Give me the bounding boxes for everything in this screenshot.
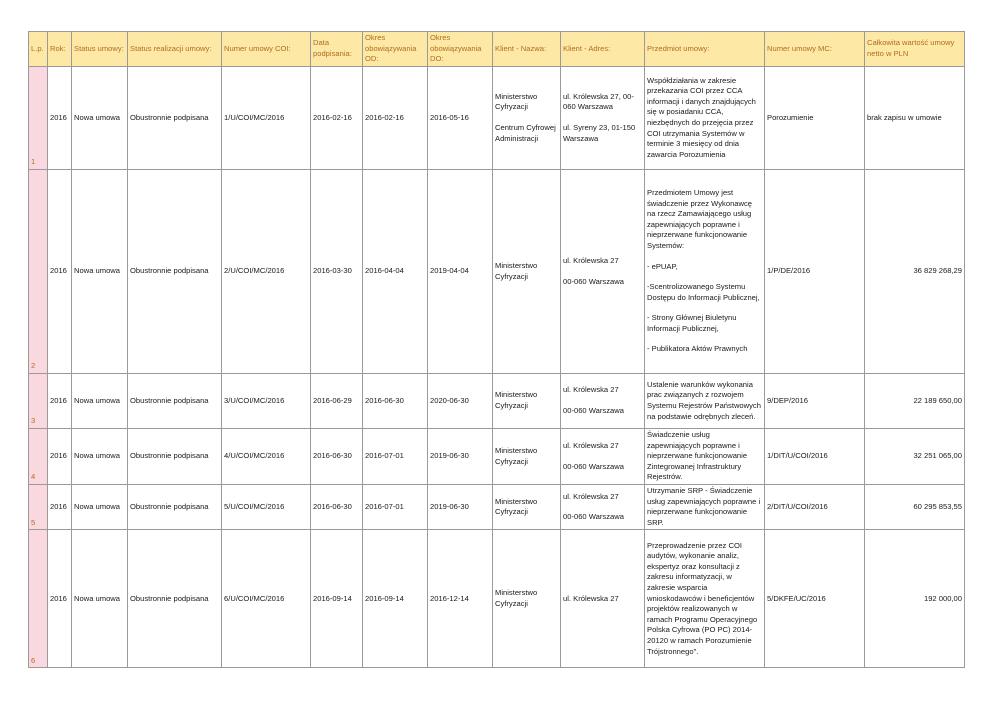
przedmiot-paragraph: - Publikatora Aktów Prawnych (647, 344, 748, 354)
cell-status-realizacji: Obustronnie podpisana (128, 67, 222, 170)
cell-przedmiot (645, 170, 765, 374)
header-klient-adres: Klient - Adres: (561, 32, 645, 67)
cell-klient-nazwa: Ministerstwo Cyfryzacji (493, 170, 561, 374)
cell-wartosc: 192 000,00 (865, 530, 965, 668)
cell-status: Nowa umowa (72, 170, 128, 374)
table-row (29, 67, 965, 170)
przedmiot-paragraph: - Strony Głównej Biuletynu Informacji Publicznej, (647, 313, 737, 333)
cell-status: Nowa umowa (72, 67, 128, 170)
cell-status-realizacji: Obustronnie podpisana (128, 429, 222, 485)
klient-adres-line: ul. Królewska 27 (563, 385, 619, 395)
cell-rok: 2016 (48, 170, 72, 374)
header-status: Status umowy: (72, 32, 128, 67)
header-row (29, 32, 965, 67)
cell-numer-coi: 6/U/COI/MC/2016 (222, 530, 311, 668)
cell-lp: 1 (29, 67, 48, 170)
header-numer-mc: Numer umowy MC: (765, 32, 865, 67)
header-okres-do: Okres obowiązywania DO: (428, 32, 493, 67)
header-lp: L.p. (29, 32, 48, 67)
cell-rok: 2016 (48, 67, 72, 170)
header-numer-coi: Numer umowy COI: (222, 32, 311, 67)
cell-data-podpisania: 2016-06-29 (311, 374, 363, 429)
cell-rok: 2016 (48, 530, 72, 668)
cell-numer-coi: 3/U/COI/MC/2016 (222, 374, 311, 429)
cell-okres-do: 2016-05-16 (428, 67, 493, 170)
cell-klient-nazwa: Ministerstwo Cyfryzacji (493, 530, 561, 668)
table-row (29, 170, 965, 374)
cell-numer-mc: 9/DEP/2016 (765, 374, 865, 429)
cell-wartosc: brak zapisu w umowie (865, 67, 965, 170)
przedmiot-paragraph: Przedmiotem Umowy jest świadczenie przez Wykonawcę na rzecz Zamawiającego usług zapewniających poprawne i nieprzerwane funkcjonowanie Systemów: (647, 187, 753, 250)
cell-wartosc: 22 189 650,00 (865, 374, 965, 429)
cell-data-podpisania: 2016-03-30 (311, 170, 363, 374)
klient-adres-line: ul. Królewska 27 (563, 491, 619, 501)
klient-adres-line: ul. Królewska 27 (563, 255, 619, 265)
przedmiot-paragraph: - ePUAP, (647, 261, 678, 271)
cell-lp: 2 (29, 170, 48, 374)
cell-okres-od: 2016-07-01 (363, 485, 428, 530)
klient-adres-line: 00-060 Warszawa (563, 406, 624, 415)
cell-rok: 2016 (48, 429, 72, 485)
klient-adres-line: 00-060 Warszawa (563, 512, 624, 522)
cell-przedmiot: Ustalenie warunków wykonania prac związanych z rozwojem Systemu Rejestrów Państwowych na podstawie odrębnych zleceń. (645, 374, 765, 429)
cell-lp: 6 (29, 530, 48, 668)
cell-klient-nazwa: Ministerstwo Cyfryzacji (493, 374, 561, 429)
cell-lp: 4 (29, 429, 48, 485)
cell-data-podpisania: 2016-06-30 (311, 429, 363, 485)
cell-wartosc: 60 295 853,55 (865, 485, 965, 530)
cell-numer-coi: 2/U/COI/MC/2016 (222, 170, 311, 374)
header-okres-od: Okres obowiązywania OD: (363, 32, 428, 67)
cell-klient-adres (561, 485, 645, 530)
cell-lp: 3 (29, 374, 48, 429)
cell-status: Nowa umowa (72, 374, 128, 429)
cell-klient-adres (561, 170, 645, 374)
cell-numer-coi: 1/U/COI/MC/2016 (222, 67, 311, 170)
cell-przedmiot: Współdziałania w zakresie przekazania COI przez CCA informacji i danych znajdujących się w posiadaniu CCA, niezbędnych do przejęcia przez COI utrzymania Systemów w terminie 3 miesięcy od dnia zawarcia Porozumienia (645, 67, 765, 170)
header-status-realizacji: Status realizacji umowy: (128, 32, 222, 67)
klient-adres-line: ul. Królewska 27, 00-060 Warszawa (563, 91, 634, 112)
klient-adres-line: 00-060 Warszawa (563, 461, 624, 471)
cell-przedmiot: Przeprowadzenie przez COI audytów, wykonanie analiz, ekspertyz oraz konsultacji z zakresu informatyzacji, w zakresie wsparcia wnioskodawców i beneficjentów projektów realizowanych w ramach Programu Operacyjnego Polska Cyfrowa (PO PC) 2014-20120 w ramach Porozumienie Trójstronnego". (645, 530, 765, 668)
cell-okres-od: 2016-02-16 (363, 67, 428, 170)
cell-okres-od: 2016-04-04 (363, 170, 428, 374)
cell-okres-do: 2019-06-30 (428, 429, 493, 485)
cell-okres-od: 2016-09-14 (363, 530, 428, 668)
klient-adres-line: ul. Syreny 23, 01-150 Warszawa (563, 123, 636, 143)
cell-lp: 5 (29, 485, 48, 530)
cell-przedmiot: Utrzymanie SRP - Świadczenie usług zapewniających poprawne i nieprzerwane funkcjonowanie SRP. (645, 485, 765, 530)
cell-wartosc: 36 829 268,29 (865, 170, 965, 374)
cell-status: Nowa umowa (72, 429, 128, 485)
table-row (29, 429, 965, 485)
cell-numer-mc: 5/DKFE/UC/2016 (765, 530, 865, 668)
cell-numer-mc: 1/DIT/U/COI/2016 (765, 429, 865, 485)
klient-adres-line: ul. Królewska 27 (563, 440, 619, 450)
cell-okres-do: 2019-04-04 (428, 170, 493, 374)
table-row (29, 485, 965, 530)
cell-klient-adres (561, 374, 645, 429)
cell-data-podpisania: 2016-06-30 (311, 485, 363, 530)
cell-numer-mc: 2/DIT/U/COI/2016 (765, 485, 865, 530)
cell-klient-adres: ul. Królewska 27 (561, 530, 645, 668)
cell-status-realizacji: Obustronnie podpisana (128, 485, 222, 530)
cell-klient-adres (561, 429, 645, 485)
table-row (29, 530, 965, 668)
cell-data-podpisania: 2016-09-14 (311, 530, 363, 668)
przedmiot-paragraph: -Scentrolizowanego Systemu Dostępu do Informacji Publicznej, (647, 282, 760, 302)
klient-nazwa-line: Ministerstwo Cyfryzacji (495, 91, 538, 112)
cell-okres-do: 2016-12-14 (428, 530, 493, 668)
cell-status: Nowa umowa (72, 530, 128, 668)
cell-rok: 2016 (48, 485, 72, 530)
cell-status-realizacji: Obustronnie podpisana (128, 374, 222, 429)
cell-klient-nazwa: Ministerstwo Cyfryzacji (493, 485, 561, 530)
cell-data-podpisania: 2016-02-16 (311, 67, 363, 170)
cell-okres-od: 2016-07-01 (363, 429, 428, 485)
cell-numer-mc: Porozumienie (765, 67, 865, 170)
klient-nazwa-line: Centrum Cyfrowej Administracji (495, 123, 556, 143)
cell-klient-nazwa: Ministerstwo Cyfryzacji (493, 429, 561, 485)
cell-numer-coi: 4/U/COI/MC/2016 (222, 429, 311, 485)
cell-klient-adres (561, 67, 645, 170)
cell-okres-do: 2020-06-30 (428, 374, 493, 429)
cell-okres-do: 2019-06-30 (428, 485, 493, 530)
klient-adres-line: 00-060 Warszawa (563, 276, 624, 286)
cell-wartosc: 32 251 065,00 (865, 429, 965, 485)
cell-okres-od: 2016-06-30 (363, 374, 428, 429)
cell-status: Nowa umowa (72, 485, 128, 530)
cell-rok: 2016 (48, 374, 72, 429)
header-wartosc: Całkowita wartość umowy netto w PLN (865, 32, 965, 67)
cell-status-realizacji: Obustronnie podpisana (128, 530, 222, 668)
cell-numer-coi: 5/U/COI/MC/2016 (222, 485, 311, 530)
cell-klient-nazwa (493, 67, 561, 170)
contracts-table (28, 31, 965, 668)
header-przedmiot: Przedmiot umowy: (645, 32, 765, 67)
header-klient-nazwa: Klient - Nazwa: (493, 32, 561, 67)
cell-przedmiot: Świadczenie usług zapewniających poprawne i nieprzerwane funkcjonowanie Zintegrowanej Infrastruktury Rejestrów. (645, 429, 765, 485)
table-row (29, 374, 965, 429)
cell-status-realizacji: Obustronnie podpisana (128, 170, 222, 374)
cell-numer-mc: 1/P/DE/2016 (765, 170, 865, 374)
header-rok: Rok: (48, 32, 72, 67)
header-data-podpisania: Data podpisania: (311, 32, 363, 67)
